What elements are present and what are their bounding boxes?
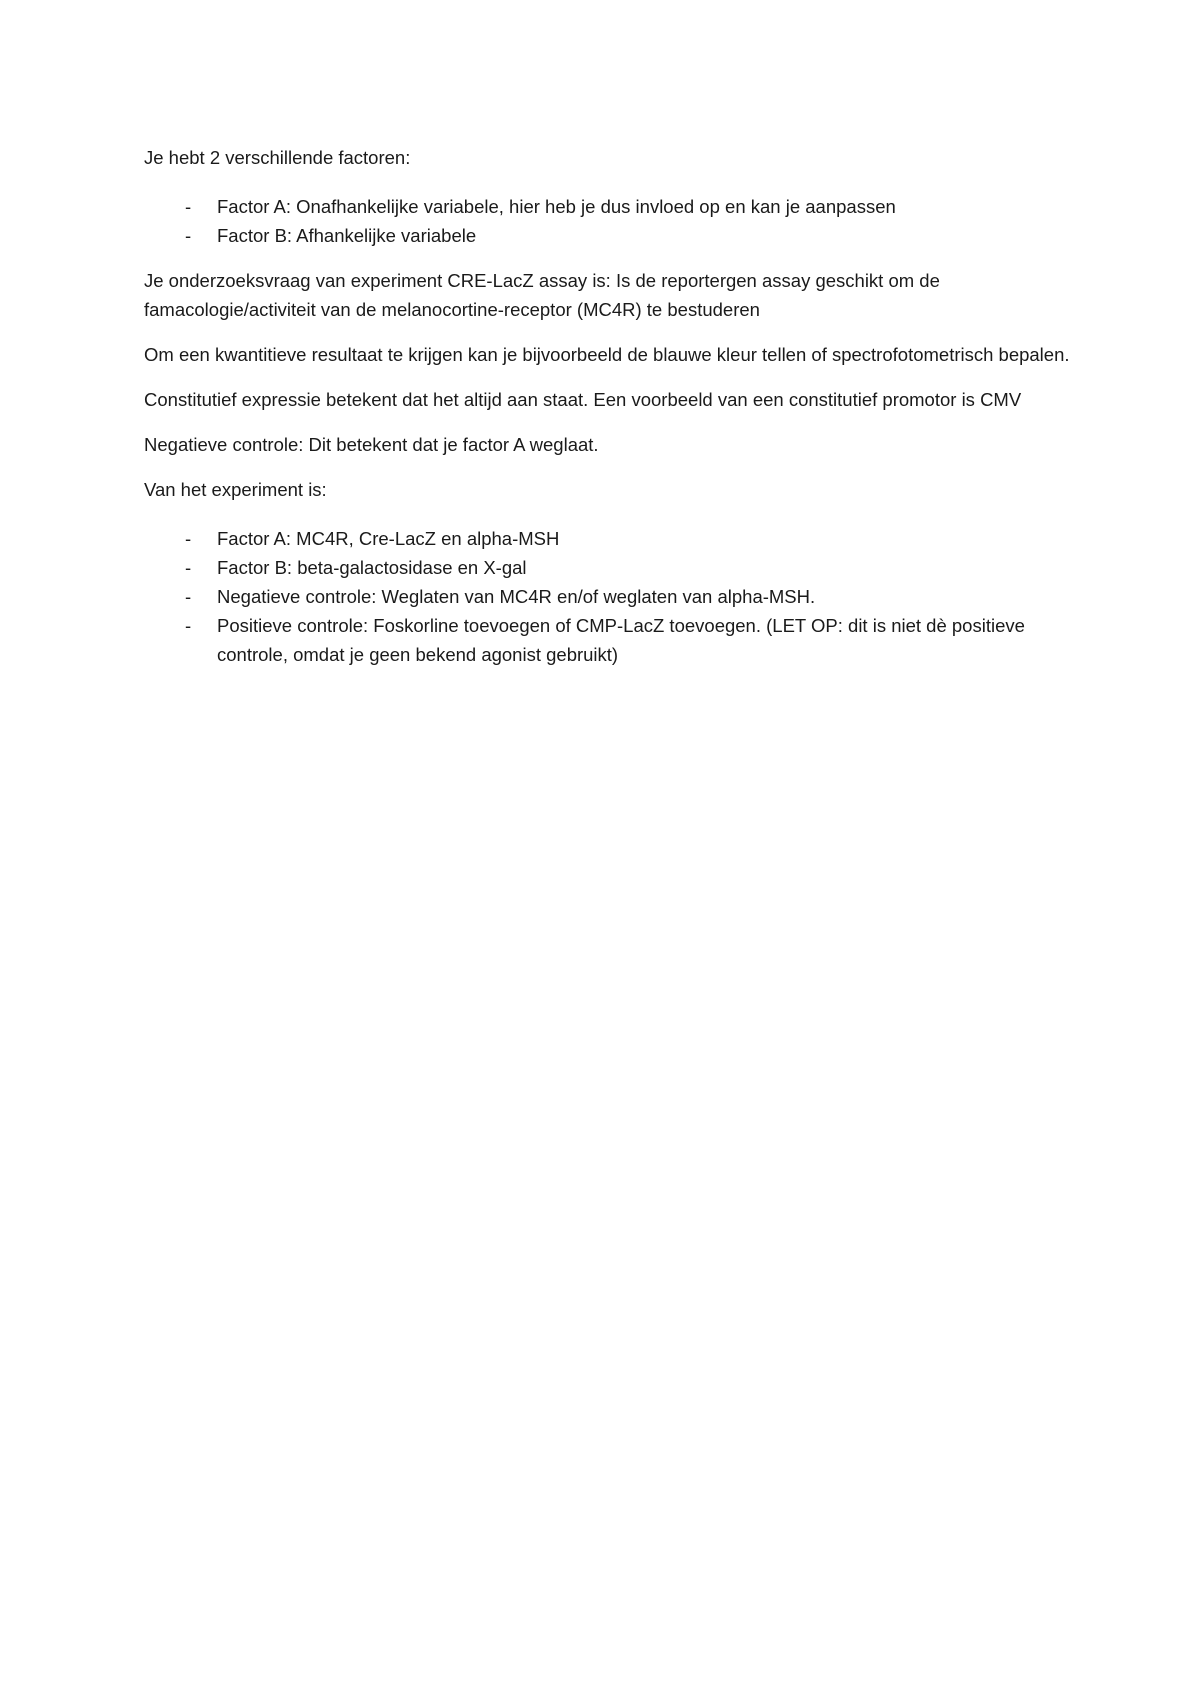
experiment-list (144, 524, 1074, 669)
dash-bullet: - (185, 615, 192, 636)
list-item (144, 611, 1074, 669)
negative-control-paragraph: Negatieve controle: Dit betekent dat je factor A weglaat. (144, 434, 599, 455)
dash-bullet: - (185, 225, 192, 246)
list-item (144, 524, 1074, 553)
document-body (144, 143, 1074, 685)
constitutive-paragraph: Constitutief expressie betekent dat het altijd aan staat. Een voorbeeld van een constitutief promotor is CMV (144, 389, 1022, 410)
experiment-paragraph: Van het experiment is: (144, 479, 327, 500)
list-item (144, 221, 1074, 250)
research-question-paragraph: Je onderzoeksvraag van experiment CRE-LacZ assay is: Is de reportergen assay geschikt om de famacologie/activiteit van de melanocortine-receptor (MC4R) te bestuderen (144, 270, 940, 320)
list-item-text: Factor B: beta-galactosidase en X-gal (217, 557, 527, 578)
list-item (144, 582, 1074, 611)
quantitative-paragraph: Om een kwantitieve resultaat te krijgen kan je bijvoorbeeld de blauwe kleur tellen of spectrofotometrisch bepalen. (144, 344, 1070, 365)
list-item-text: Negatieve controle: Weglaten van MC4R en/of weglaten van alpha-MSH. (217, 586, 816, 607)
intro-paragraph: Je hebt 2 verschillende factoren: (144, 147, 411, 168)
factors-list (144, 192, 1074, 250)
list-item-text: Factor B: Afhankelijke variabele (217, 225, 477, 246)
dash-bullet: - (185, 586, 192, 607)
list-item-text: Factor A: Onafhankelijke variabele, hier heb je dus invloed op en kan je aanpassen (217, 196, 896, 217)
dash-bullet: - (185, 557, 192, 578)
list-item-text: Factor A: MC4R, Cre-LacZ en alpha-MSH (217, 528, 560, 549)
dash-bullet: - (185, 196, 192, 217)
list-item (144, 553, 1074, 582)
list-item-text: Positieve controle: Foskorline toevoegen of CMP-LacZ toevoegen. (LET OP: dit is niet dè positieve controle, omdat je geen bekend agonist gebruikt) (217, 615, 1025, 665)
dash-bullet: - (185, 528, 192, 549)
list-item (144, 192, 1074, 221)
